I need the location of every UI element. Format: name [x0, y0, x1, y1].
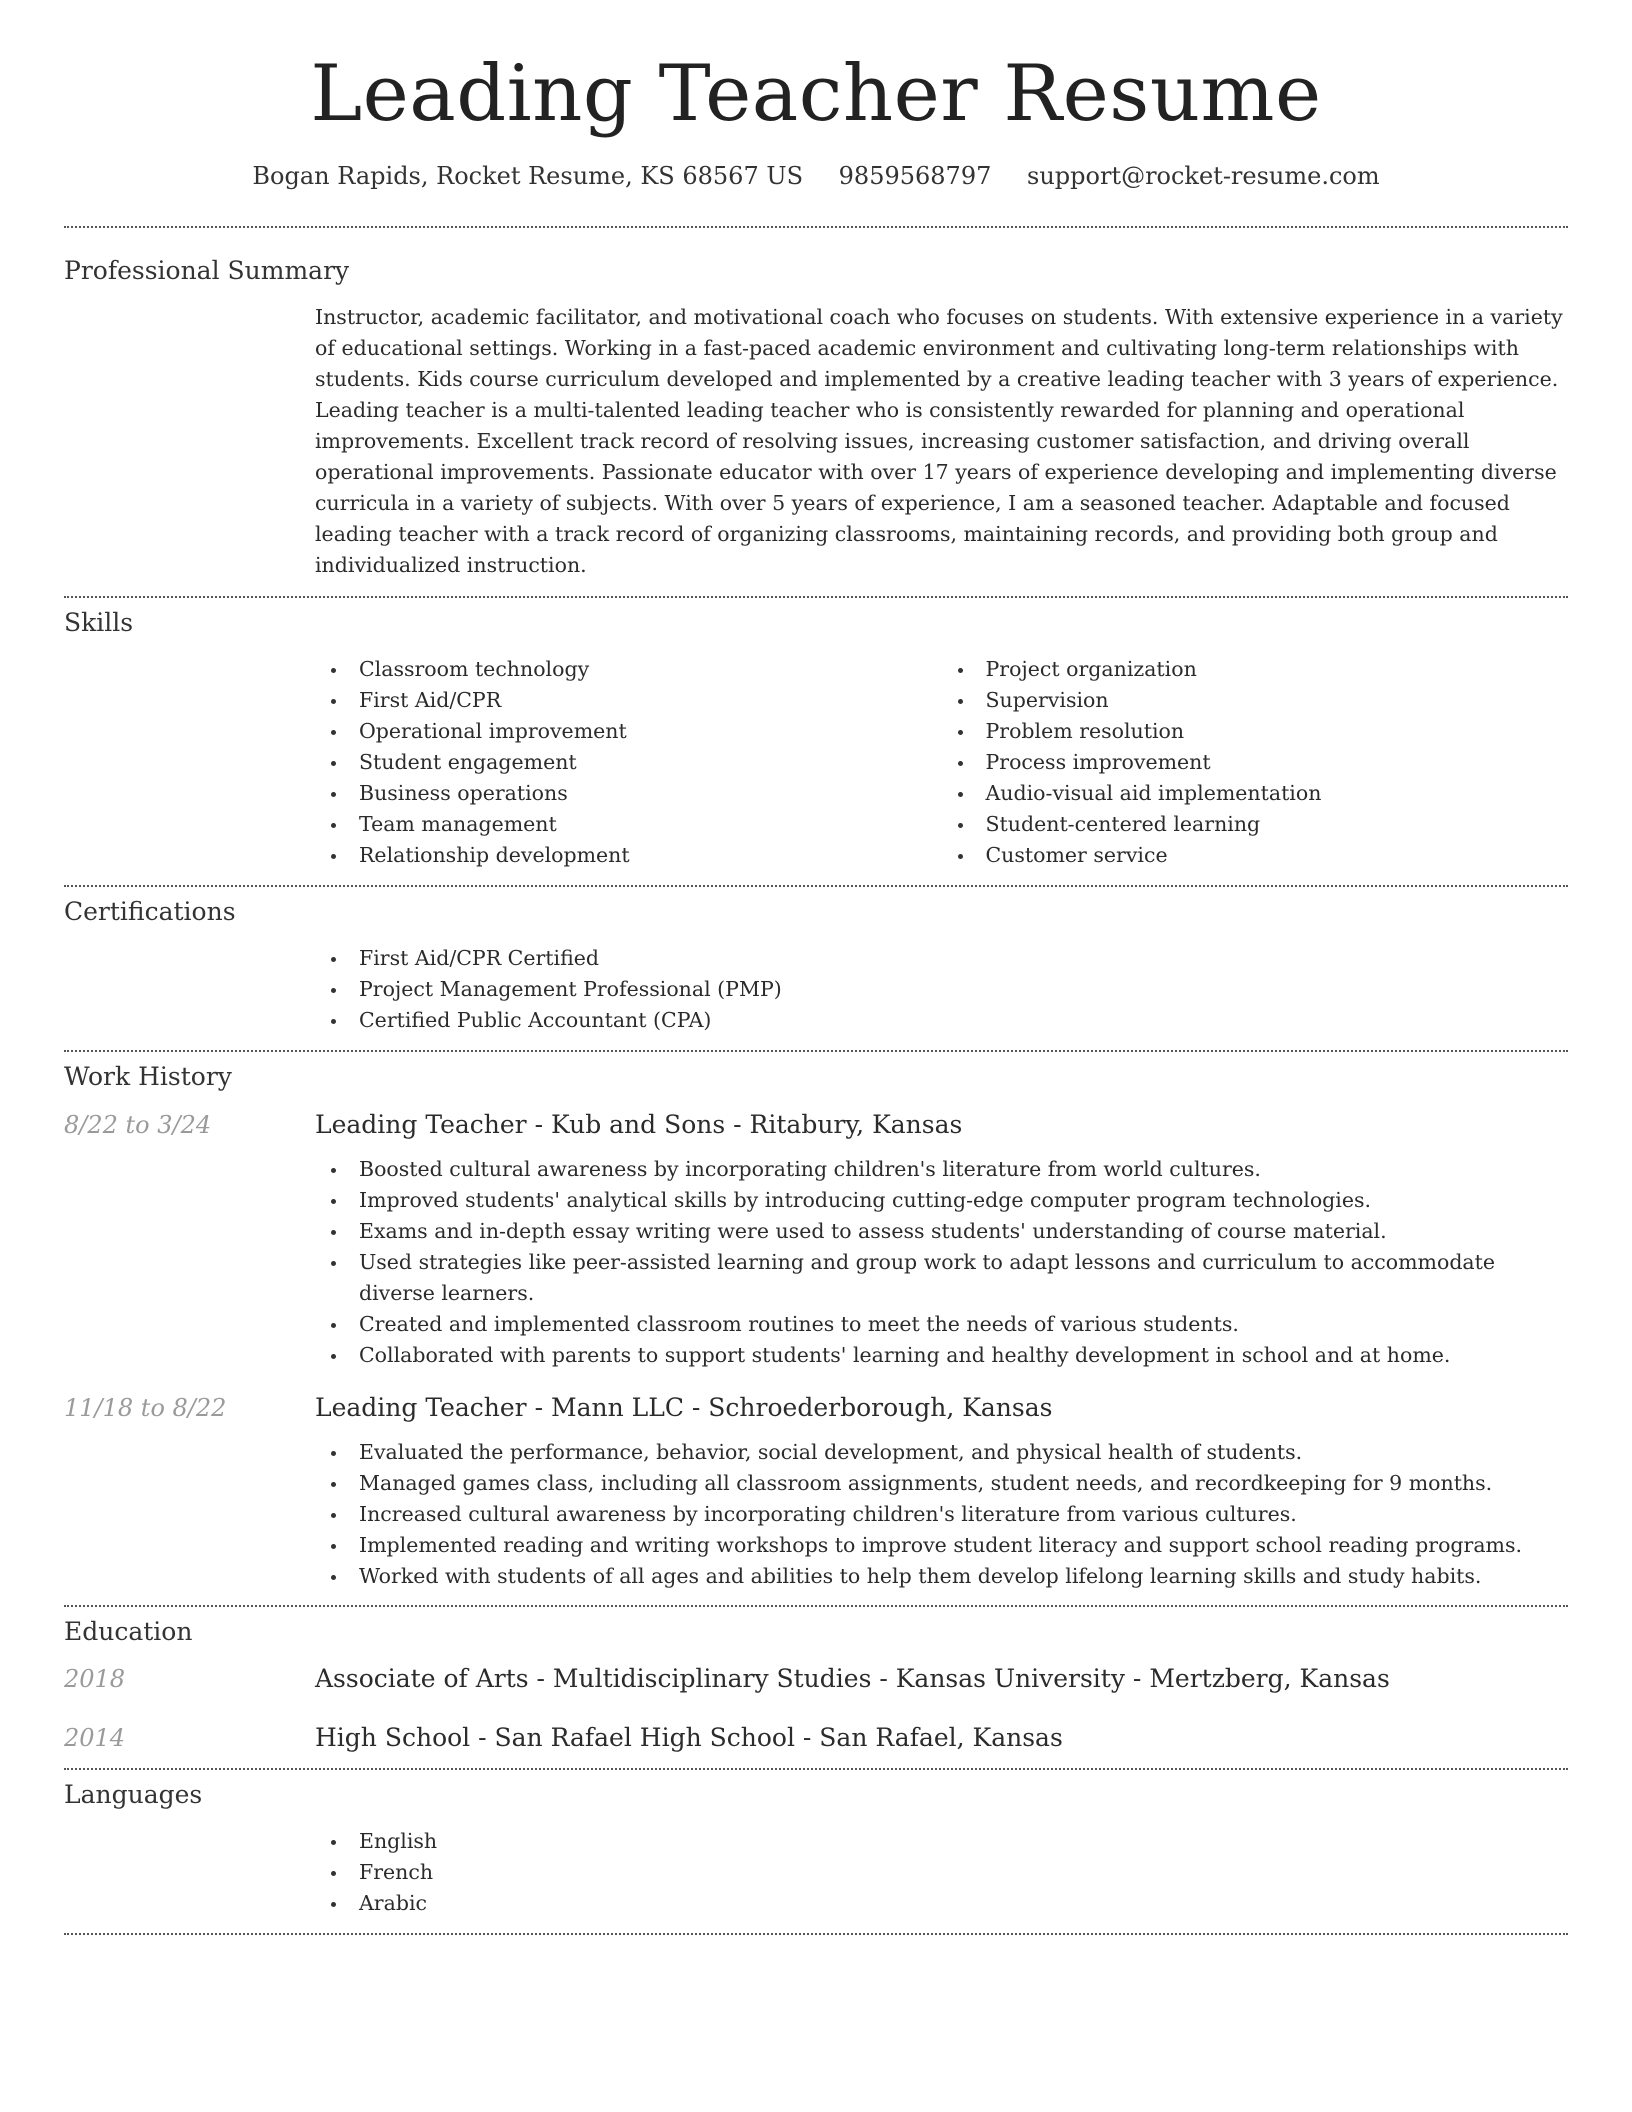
- certification-item: Certified Public Accountant (CPA): [359, 1005, 1568, 1036]
- education-year: 2018: [64, 1664, 126, 1693]
- languages-section: [64, 1770, 1568, 1919]
- contact-address: Bogan Rapids, Rocket Resume, KS 68567 US: [252, 161, 804, 190]
- certifications-heading: Certifications: [64, 896, 236, 926]
- education-year: 2014: [64, 1723, 126, 1752]
- contact-phone: 9859568797: [838, 161, 992, 190]
- summary-section: [64, 228, 1568, 581]
- work-section: [64, 1052, 1568, 1592]
- certification-item: First Aid/CPR Certified: [359, 943, 1568, 974]
- certifications-section: [64, 887, 1568, 1036]
- skill-item: Operational improvement: [359, 716, 942, 747]
- resume-title: Leading Teacher Resume: [310, 49, 1322, 139]
- job-bullet: Worked with students of all ages and abilities to help them develop lifelong learning skills and study habits.: [359, 1561, 1568, 1592]
- language-item: English: [359, 1826, 1568, 1857]
- contact-line: [64, 162, 1568, 190]
- job-header: [64, 1110, 1568, 1139]
- certification-item: Project Management Professional (PMP): [359, 974, 1568, 1005]
- job-header: [64, 1393, 1568, 1422]
- education-entries: [64, 1664, 1568, 1752]
- job-dates: 11/18 to 8/22: [64, 1393, 227, 1422]
- job-title: Leading Teacher - Mann LLC - Schroederborough, Kansas: [315, 1392, 1053, 1422]
- skill-item: Problem resolution: [986, 716, 1569, 747]
- job-title: Leading Teacher - Kub and Sons - Ritabury, Kansas: [315, 1109, 963, 1139]
- education-title: High School - San Rafael High School - San Rafael, Kansas: [315, 1722, 1063, 1752]
- job-bullet: Evaluated the performance, behavior, social development, and physical health of students.: [359, 1437, 1568, 1468]
- skill-item: Classroom technology: [359, 654, 942, 685]
- job-dates: 8/22 to 3/24: [64, 1110, 212, 1139]
- job-bullets: [315, 1154, 1568, 1371]
- job-bullet: Managed games class, including all classroom assignments, student needs, and recordkeeping for 9 months.: [359, 1468, 1568, 1499]
- job-bullet: Exams and in-depth essay writing were used to assess students' understanding of course material.: [359, 1216, 1568, 1247]
- job-bullet: Used strategies like peer-assisted learning and group work to adapt lessons and curriculum to accommodate diverse learners.: [359, 1247, 1568, 1309]
- education-section: [64, 1607, 1568, 1752]
- skill-item: Student engagement: [359, 747, 942, 778]
- languages-list: [315, 1826, 1568, 1919]
- languages-content: [315, 1826, 1568, 1919]
- job-entry: [64, 1110, 1568, 1371]
- education-entry: [64, 1723, 1568, 1752]
- skill-item: Audio-visual aid implementation: [986, 778, 1569, 809]
- summary-text: Instructor, academic facilitator, and motivational coach who focuses on students. With extensive experience in a variety of educational settings. Working in a fast-paced academic environment and cultivating long-term relationships with students. Kids course curriculum developed and implemented by a creative leading teacher with 3 years of experience. Leading teacher is a multi-talented leading teacher who is consistently rewarded for planning and operational improvements. Excellent track record of resolving issues, increasing customer satisfaction, and driving overall operational improvements. Passionate educator with over 17 years of experience developing and implementing diverse curricula in a variety of subjects. With over 5 years of experience, I am a seasoned teacher. Adaptable and focused leading teacher with a track record of organizing classrooms, maintaining records, and providing both group and individualized instruction.: [315, 304, 1563, 577]
- skill-item: Business operations: [359, 778, 942, 809]
- job-details: [315, 1154, 1568, 1371]
- job-bullets: [315, 1437, 1568, 1592]
- skills-column-right: [942, 654, 1569, 871]
- job-bullet: Increased cultural awareness by incorporating children's literature from various cultures.: [359, 1499, 1568, 1530]
- resume-page: [64, 0, 1568, 1935]
- skills-section: [64, 598, 1568, 871]
- skill-item: Customer service: [986, 840, 1569, 871]
- job-entry: [64, 1393, 1568, 1592]
- certifications-list: [315, 943, 1568, 1036]
- skills-heading: Skills: [64, 607, 134, 637]
- job-bullet: Created and implemented classroom routines to meet the needs of various students.: [359, 1309, 1568, 1340]
- language-item: Arabic: [359, 1888, 1568, 1919]
- work-heading: Work History: [64, 1061, 232, 1091]
- job-bullet: Improved students' analytical skills by introducing cutting-edge computer program technologies.: [359, 1185, 1568, 1216]
- certifications-content: [315, 943, 1568, 1036]
- summary-heading: Professional Summary: [64, 255, 350, 285]
- languages-heading: Languages: [64, 1779, 203, 1809]
- skill-item: Team management: [359, 809, 942, 840]
- work-entries: [64, 1110, 1568, 1592]
- summary-content: [315, 302, 1568, 581]
- education-heading: Education: [64, 1616, 193, 1646]
- skills-list: [315, 654, 1568, 871]
- skill-item: First Aid/CPR: [359, 685, 942, 716]
- skill-item: Process improvement: [986, 747, 1569, 778]
- skill-item: Supervision: [986, 685, 1569, 716]
- skill-item: Project organization: [986, 654, 1569, 685]
- skill-item: Relationship development: [359, 840, 942, 871]
- contact-email: support@rocket-resume.com: [1027, 161, 1380, 190]
- skill-item: Student-centered learning: [986, 809, 1569, 840]
- job-bullet: Implemented reading and writing workshops to improve student literacy and support school reading programs.: [359, 1530, 1568, 1561]
- education-title: Associate of Arts - Multidisciplinary Studies - Kansas University - Mertzberg, Kansas: [315, 1663, 1390, 1693]
- education-entry: [64, 1664, 1568, 1693]
- job-bullet: Boosted cultural awareness by incorporating children's literature from world cultures.: [359, 1154, 1568, 1185]
- job-details: [315, 1437, 1568, 1592]
- skills-column-left: [315, 654, 942, 871]
- job-bullet: Collaborated with parents to support students' learning and healthy development in school and at home.: [359, 1340, 1568, 1371]
- divider: [64, 1933, 1568, 1935]
- language-item: French: [359, 1857, 1568, 1888]
